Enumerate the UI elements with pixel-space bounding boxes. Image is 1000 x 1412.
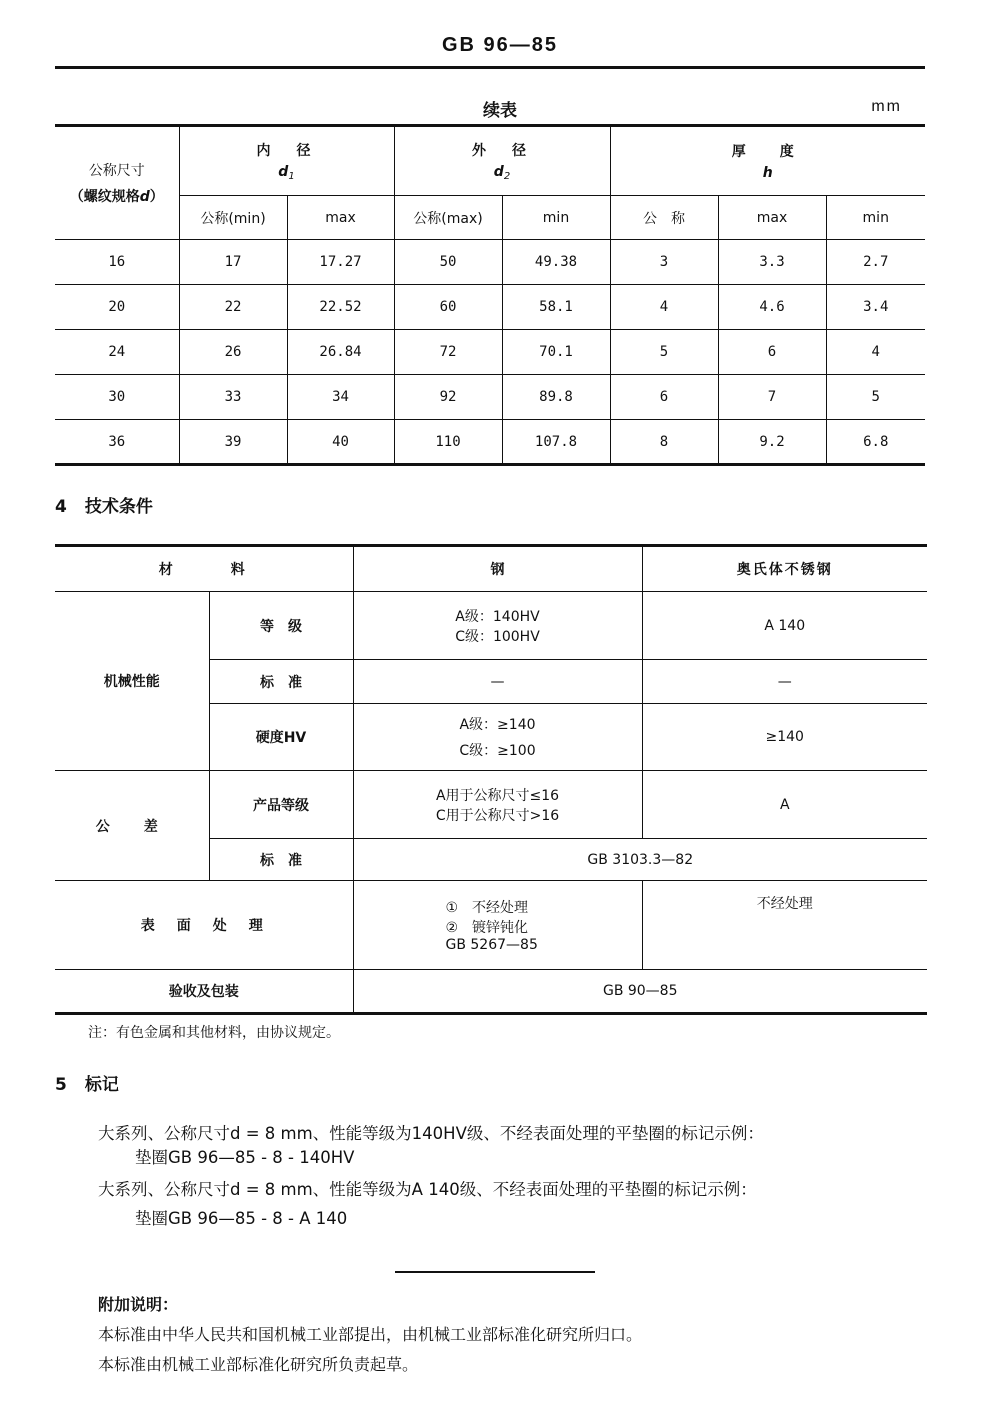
sub-header: min: [502, 196, 610, 240]
header-rule: [55, 66, 925, 69]
table-cell: 5: [610, 330, 718, 375]
table-cell: 7: [718, 375, 826, 420]
outer-diameter-subscript: 2: [503, 171, 511, 182]
grade-label: 等 级: [209, 592, 353, 660]
thickness-header: [610, 126, 925, 196]
section-4-number: 4: [55, 497, 67, 517]
table-cell: 39: [179, 420, 287, 465]
sub-header: max: [287, 196, 394, 240]
marking-example-1: 大系列、公称尺寸d = 8 mm、性能等级为140HV级、不经表面处理的平垫圈的标记示例：: [98, 1124, 764, 1143]
hardness-label: 硬度HV: [209, 704, 353, 771]
standard-steel-cell: —: [353, 660, 642, 704]
table-cell: 72: [394, 330, 502, 375]
table-cell: 4: [826, 330, 925, 375]
tolerance-label: 公 差: [55, 771, 209, 881]
thread-spec-label: [55, 186, 179, 206]
appendix-title: 附加说明：: [98, 1295, 179, 1314]
marking-example-2: 大系列、公称尺寸d = 8 mm、性能等级为A 140级、不经表面处理的平垫圈的标记示例：: [98, 1180, 757, 1199]
material-header: 材 料: [55, 546, 353, 592]
unit-label: mm: [871, 98, 902, 115]
table-cell: 34: [287, 375, 394, 420]
section-4-heading: [55, 492, 153, 517]
hardness-steel-c: C级：≥100: [459, 743, 536, 759]
table-cell: 17.27: [287, 240, 394, 285]
table-cell: 49.38: [502, 240, 610, 285]
table-cell: 50: [394, 240, 502, 285]
sub-header: max: [718, 196, 826, 240]
table-cell: 20: [55, 285, 179, 330]
surface-steel-2: ② 镀锌钝化: [445, 920, 529, 936]
table-cell: 60: [394, 285, 502, 330]
table-cell: 22.52: [287, 285, 394, 330]
table-note: 注：有色金属和其他材料，由协议规定。: [88, 1025, 340, 1041]
grade-steel-c: C级：100HV: [455, 628, 540, 645]
standard-number-header: GB 96—85: [441, 34, 559, 56]
appendix-line-2: 本标准由机械工业部标准化研究所负责起草。: [98, 1355, 419, 1374]
table-cell: 16: [55, 240, 179, 285]
section-5-heading: [55, 1070, 119, 1095]
table-cell: 40: [287, 420, 394, 465]
table-row: [55, 285, 925, 330]
table-cell: 89.8: [502, 375, 610, 420]
hardness-steel-cell: [353, 704, 642, 771]
table-cell: 8: [610, 420, 718, 465]
table-cell: 9.2: [718, 420, 826, 465]
inner-diameter-label: 内 径: [256, 143, 317, 159]
table-row: [55, 330, 925, 375]
thread-spec-var: d: [139, 189, 150, 205]
grade-stainless-cell: A 140: [642, 592, 927, 660]
product-grade-steel-cell: [353, 771, 642, 839]
outer-diameter-label: 外 径: [472, 143, 532, 159]
tolerance-standard-label: 标 准: [209, 839, 353, 881]
standard-label: 标 准: [209, 660, 353, 704]
mechanical-properties-label: 机械性能: [55, 592, 209, 771]
hardness-steel-a: A级：≥140: [459, 717, 536, 733]
section-4-title: 技术条件: [84, 497, 153, 517]
table-cell: 17: [179, 240, 287, 285]
table-cell: 92: [394, 375, 502, 420]
hardness-stainless-cell: ≥140: [642, 704, 927, 771]
inner-diameter-header: [179, 126, 394, 196]
table-cell: 5: [826, 375, 925, 420]
product-grade-steel-a: A用于公称尺寸≤16: [435, 787, 560, 804]
thread-spec-close: ）: [149, 189, 164, 205]
nominal-size-label: 公称尺寸: [88, 163, 145, 179]
table-cell: 6: [610, 375, 718, 420]
table-row: [55, 375, 925, 420]
marking-designation-2: 垫圈GB 96—85 - 8 - A 140: [135, 1209, 348, 1228]
thread-spec-text: （螺纹规格: [69, 189, 140, 205]
acceptance-label: 验收及包装: [168, 984, 239, 1000]
sub-header: 公称(min): [179, 196, 287, 240]
surface-steel-3: GB 5267—85: [445, 937, 538, 953]
table-row: [55, 240, 925, 285]
sub-header: min: [826, 196, 925, 240]
thickness-label: 厚 度: [731, 144, 804, 160]
acceptance-value: GB 90—85: [353, 970, 927, 1014]
table-cell: 58.1: [502, 285, 610, 330]
section-5-number: 5: [55, 1075, 67, 1095]
table-cell: 22: [179, 285, 287, 330]
steel-header: 钢: [353, 546, 642, 592]
table-cell: 2.7: [826, 240, 925, 285]
table-cell: 4.6: [718, 285, 826, 330]
table-cell: 3.4: [826, 285, 925, 330]
surface-treatment-label: 表 面 处 理: [55, 881, 353, 970]
table-cell: 24: [55, 330, 179, 375]
table-cell: 110: [394, 420, 502, 465]
table-cell: 6.8: [826, 420, 925, 465]
marking-designation-1: 垫圈GB 96—85 - 8 - 140HV: [135, 1148, 355, 1167]
inner-diameter-subscript: 1: [288, 171, 295, 182]
dimension-table: [55, 124, 925, 466]
table-caption: 续表: [483, 101, 517, 121]
section-5-title: 标记: [84, 1075, 119, 1095]
table-cell: 3: [610, 240, 718, 285]
grade-steel-cell: [353, 592, 642, 660]
stainless-header: 奥氏体不锈钢: [642, 546, 927, 592]
table-cell: 107.8: [502, 420, 610, 465]
sub-header: 公称(max): [394, 196, 502, 240]
product-grade-steel-c: C用于公称尺寸>16: [435, 807, 560, 824]
table-cell: 33: [179, 375, 287, 420]
sub-header: 公 称: [610, 196, 718, 240]
thickness-symbol: h: [762, 165, 773, 181]
table-cell: 30: [55, 375, 179, 420]
table-cell: 4: [610, 285, 718, 330]
outer-diameter-header: [394, 126, 610, 196]
table-cell: 36: [108, 433, 126, 450]
table-row: [55, 420, 925, 465]
product-grade-stainless-cell: A: [642, 771, 927, 839]
divider: [395, 1271, 595, 1273]
table-cell: 26.84: [287, 330, 394, 375]
table-cell: 3.3: [718, 240, 826, 285]
surface-stainless-cell: 不经处理: [642, 881, 927, 970]
surface-steel-cell: [353, 881, 642, 970]
surface-steel-1: ① 不经处理: [445, 900, 529, 916]
tolerance-standard-value: GB 3103.3—82: [353, 839, 927, 881]
standard-stainless-cell: —: [642, 660, 927, 704]
table-cell: 70.1: [502, 330, 610, 375]
product-grade-label: 产品等级: [209, 771, 353, 839]
grade-steel-a: A级：140HV: [455, 608, 540, 625]
appendix-line-1: 本标准由中华人民共和国机械工业部提出，由机械工业部标准化研究所归口。: [98, 1325, 643, 1344]
table-cell: 6: [718, 330, 826, 375]
table-cell: 26: [179, 330, 287, 375]
outer-diameter-symbol: d: [493, 164, 504, 180]
inner-diameter-symbol: d: [278, 164, 289, 180]
technical-conditions-table: [55, 544, 927, 1015]
nominal-size-header: [55, 126, 179, 240]
